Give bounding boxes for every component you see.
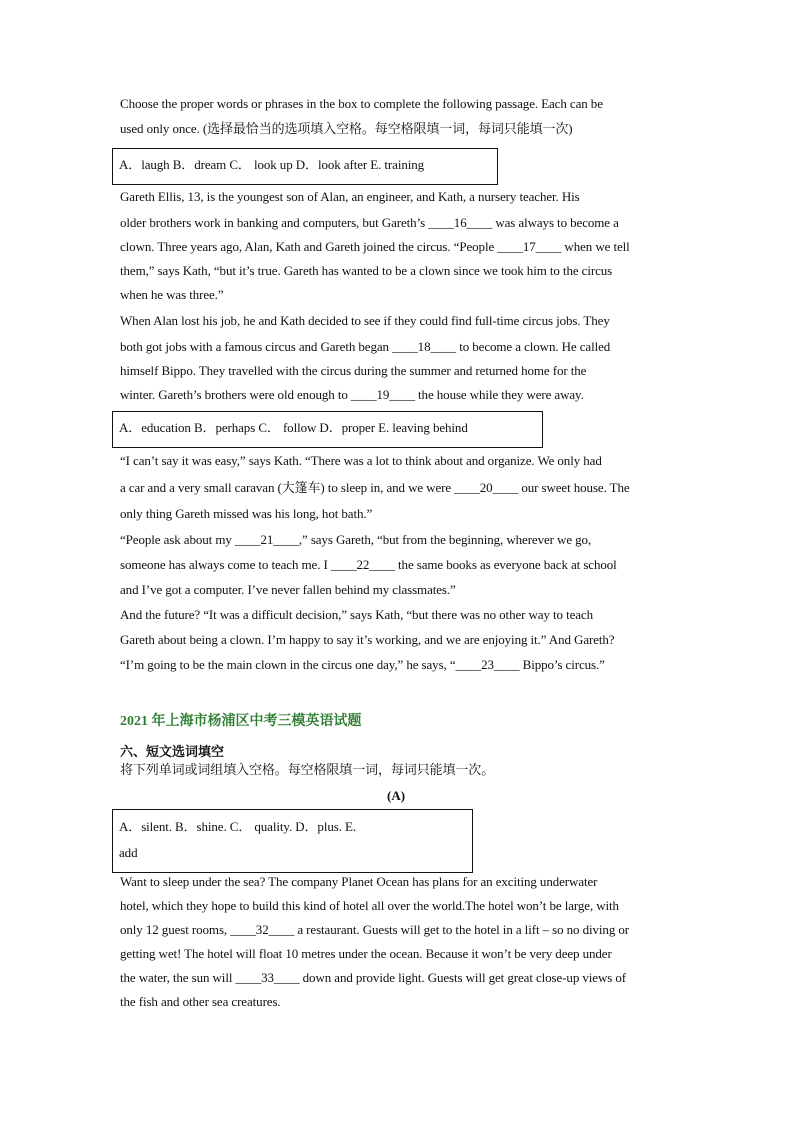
passage-line: Gareth Ellis, 13, is the youngest son of Alan, an engineer, and Kath, a nursery teacher. His	[120, 189, 580, 204]
passage-line: “I can’t say it was easy,” says Kath. “There was a lot to think about and organize. We only had	[120, 453, 602, 468]
word-box	[112, 809, 473, 873]
passage-line: older brothers work in banking and computers, but Gareth’s ____16____ was always to become a	[120, 215, 619, 230]
passage-line: “People ask about my ____21____,” says Gareth, “but from the beginning, wherever we go,	[120, 532, 592, 547]
passage-line: the water, the sun will ____33____ down and provide light. Guests will get great close-up views of	[120, 970, 626, 985]
instruction-line: used only once. (选择最恰当的选项填入空格。每空格限填一词，每词只能填一次)	[120, 121, 573, 136]
passage-line: only 12 guest rooms, ____32____ a restaurant. Guests will get to the hotel in a lift – so no diving or	[120, 922, 630, 937]
section-heading: 六、短文选词填空	[120, 744, 225, 759]
passage-line: a car and a very small caravan (大篷车) to sleep in, and we were ____20____ our sweet house. The	[120, 480, 630, 495]
passage-line: hotel, which they hope to build this kind of hotel all over the world.The hotel won’t be large, with	[120, 898, 619, 913]
instruction-line: Choose the proper words or phrases in the box to complete the following passage. Each can be	[120, 96, 603, 111]
passage-line: getting wet! The hotel will float 10 metres under the ocean. Because it won’t be very deep under	[120, 946, 612, 961]
passage-line: Gareth about being a clown. I’m happy to say it’s working, and we are enjoying it.” And Gareth?	[120, 632, 615, 647]
passage-line: only thing Gareth missed was his long, hot bath.”	[120, 506, 373, 521]
word-box-options: add	[119, 845, 138, 860]
instruction-line: 将下列单词或词组填入空格。每空格限填一词，每词只能填一次。	[120, 762, 495, 777]
passage-line: And the future? “It was a difficult decision,” says Kath, “but there was no other way to teach	[120, 607, 594, 622]
word-box-options: A．silent. B．shine. C． quality. D．plus. E.	[119, 819, 356, 834]
passage-line: When Alan lost his job, he and Kath decided to see if they could find full-time circus jobs. They	[120, 313, 610, 328]
passage-line: the fish and other sea creatures.	[120, 994, 281, 1009]
passage-line: both got jobs with a famous circus and Gareth began ____18____ to become a clown. He called	[120, 339, 611, 354]
passage-line: Want to sleep under the sea? The company Planet Ocean has plans for an exciting underwater	[120, 874, 598, 889]
word-box	[112, 148, 498, 185]
word-box-options: A．education B．perhaps C． follow D．proper E. leaving behind	[119, 420, 468, 435]
passage-line: them,” says Kath, “but it’s true. Gareth has wanted to be a clown since we took him to the circus	[120, 263, 613, 278]
passage-line: “I’m going to be the main clown in the circus one day,” he says, “____23____ Bippo’s circus.”	[120, 657, 605, 672]
passage-line: and I’ve got a computer. I’ve never fallen behind my classmates.”	[120, 582, 456, 597]
exam-title: 2021 年上海市杨浦区中考三模英语试题	[120, 714, 362, 729]
passage-line: when he was three.”	[120, 287, 224, 302]
passage-label: (A)	[387, 788, 406, 803]
passage-line: clown. Three years ago, Alan, Kath and Gareth joined the circus. “People ____17____ when we tell	[120, 239, 630, 254]
passage-line: himself Bippo. They travelled with the circus during the summer and returned home for the	[120, 363, 587, 378]
passage-line: someone has always come to teach me. I ____22____ the same books as everyone back at school	[120, 557, 617, 572]
passage-line: winter. Gareth’s brothers were old enough to ____19____ the house while they were away.	[120, 387, 584, 402]
word-box	[112, 411, 543, 448]
word-box-options: A．laugh B．dream C． look up D．look after E. training	[119, 157, 425, 172]
